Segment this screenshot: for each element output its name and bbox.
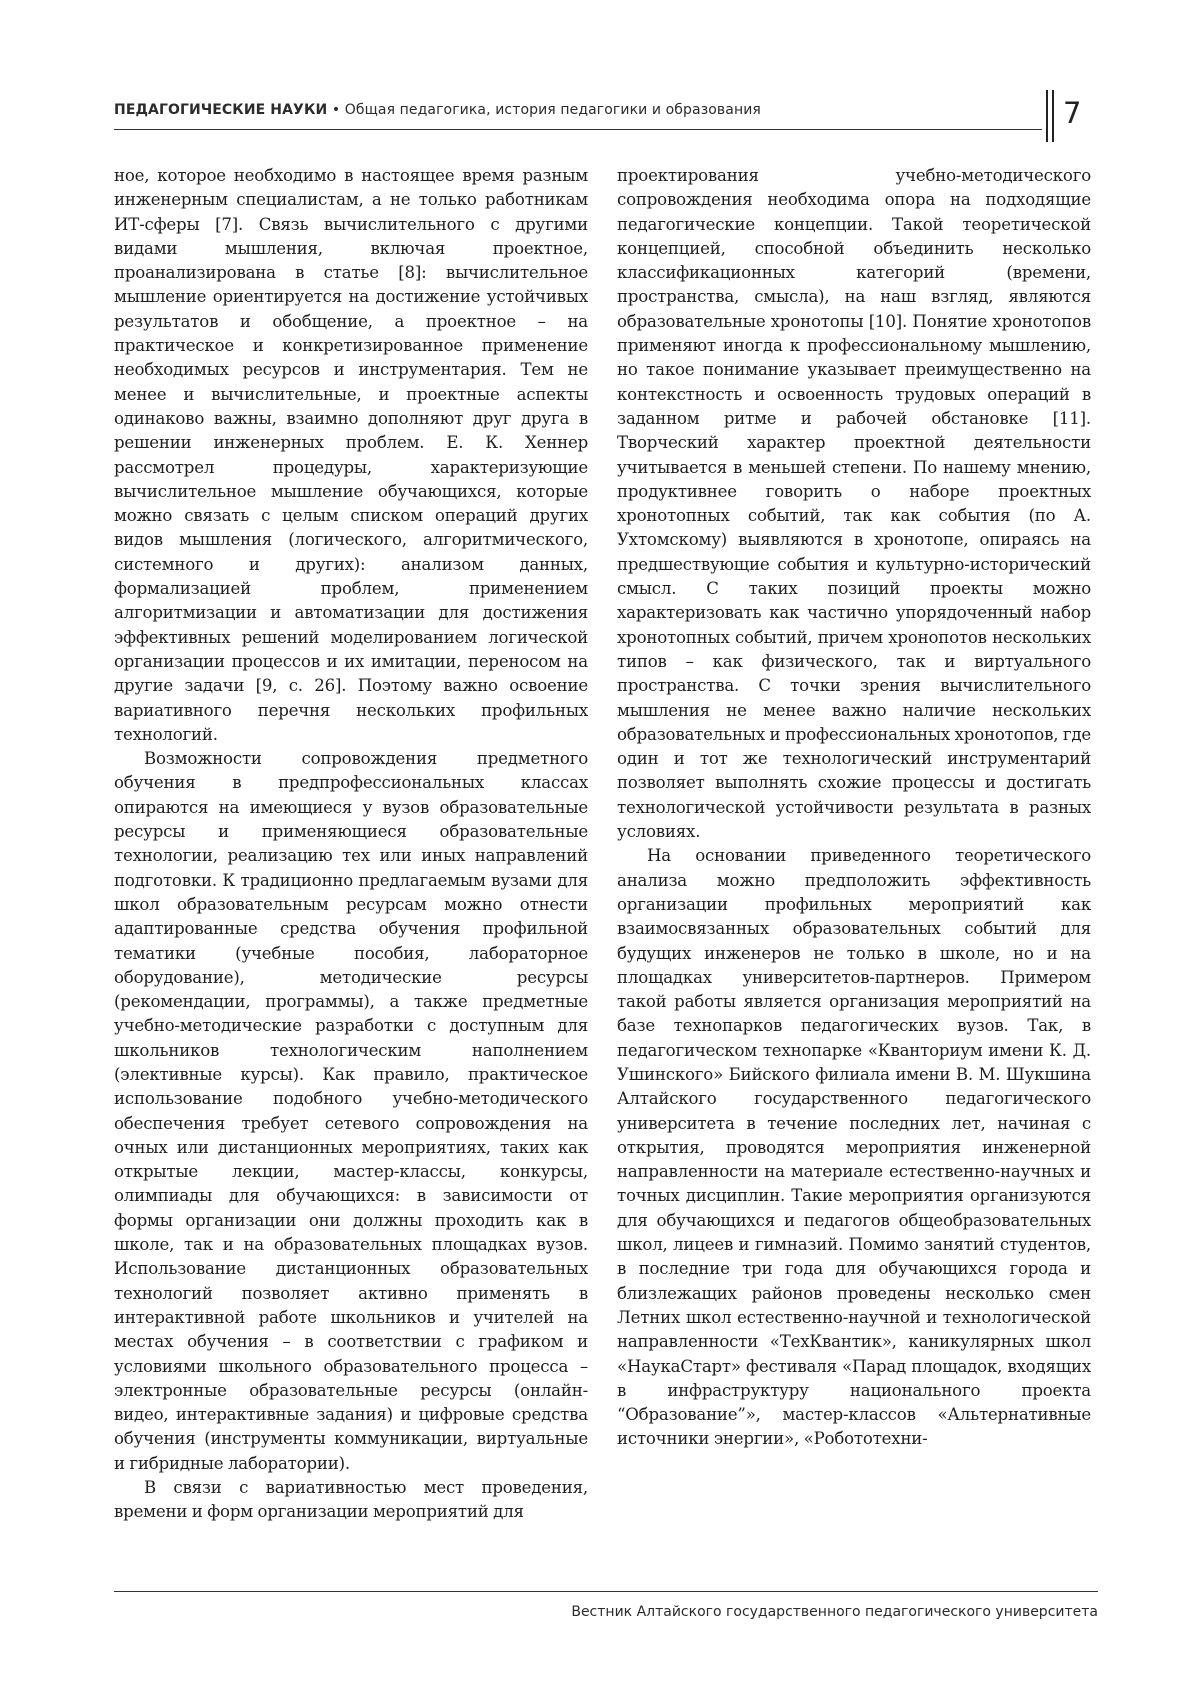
footer-rule <box>114 1591 1098 1592</box>
header-rule <box>114 129 1042 130</box>
footer-journal-title: Вестник Алтайского государственного педагогического университета <box>571 1604 1098 1620</box>
page-number-bar <box>1046 90 1048 142</box>
page-number-bars <box>1046 90 1056 142</box>
right-paragraph-2: На основании приведенного теоретического анализа можно предположить эффективность организации профильных мероприятий как взаимосвязанных образовательных событий для будущих инженеров не только в школе, но и на площадках университетов-партнеров. Примером такой работы является организация мероприятий на базе технопарков педагогических вузов. Так, в педагогическом технопарке «Кванториум имени К. Д. Ушинского» Бийского филиала имени В. М. Шукшина Алтайского государственного педагогического университета в течение последних лет, начиная с открытия, проводятся мероприятия инженерной направленности на материале естественно-научных и точных дисциплин. Такие мероприятия организуются для обучающихся и педагогов общеобразовательных школ, лицеев и гимназий. Помимо занятий студентов, в последние три года для обучающихся города и близлежащих районов проведены несколько смен Летних школ естественно-научной и технологической направленности «ТехКвантик», каникулярных школ «НаукаСтарт» фестиваля «Парад площадок, входящих в инфраструктуру национального проекта “Образование”», мастер-классов «Альтернативные источники энергии», «Робототехни- <box>617 846 1091 1449</box>
header-separator: • <box>327 102 345 118</box>
right-paragraph-1: проектирования учебно-методического сопровождения необходима опора на подходящие педагогические концепции. Такой теоретической концепцией, способной объединить несколько классификационных категорий (времени, пространства, смысла), на наш взгляд, являются образовательные хронотопы [10]. Понятие хронотопов применяют иногда к профессиональному мышлению, но такое понимание указывает преимущественно на контекстность и освоенность трудовых операций в заданном ритме и рабочей обстановке [11]. Творческий характер проектной деятельности учитывается в меньшей степени. По нашему мнению, продуктивнее говорить о наборе проектных хронотопных событий, так как события (по А. Ухтомскому) выявляются в хронотопе, опираясь на предшествующие события и культурно-исторический смысл. С таких позиций проекты можно характеризовать как частично упорядоченный набор хронотопных событий, причем хронопотов нескольких типов – как физического, так и виртуального пространства. С точки зрения вычислительного мышления не менее важно наличие нескольких образовательных и профессиональных хронотопов, где один и тот же технологический инструментарий позволяет выполнять схожие процессы и достигать технологической устойчивости результата в разных условиях. <box>617 166 1091 842</box>
left-column <box>114 164 588 1525</box>
left-paragraph-2: Возможности сопровождения предметного обучения в предпрофессиональных классах опираются на имеющиеся у вузов образовательные ресурсы и применяющиеся образовательные технологии, реализацию тех или иных направлений подготовки. К традиционно предлагаемым вузами для школ образовательным ресурсам можно отнести адаптированные средства обучения профильной тематики (учебные пособия, лабораторное оборудование), методические ресурсы (рекомендации, программы), а также предметные учебно-методические разработки с доступным для школьников технологическим наполнением (элективные курсы). Как правило, практическое использование подобного учебно-методического обеспечения требует сетевого сопровождения на очных или дистанционных мероприятиях, таких как открытые лекции, мастер-классы, конкурсы, олимпиады для обучающихся: в зависимости от формы организации они должны проходить как в школе, так и на образовательных площадках вузов. Использование дистанционных образовательных технологий позволяет активно применять в интерактивной работе школьников и учителей на местах обучения – в соответствии с графиком и условиями школьного образовательного процесса – электронные образовательные ресурсы (онлайн-видео, интерактивные задания) и цифровые средства обучения (инструменты коммуникации, виртуальные и гибридные лаборатории). <box>114 749 588 1473</box>
left-paragraph-3: В связи с вариативностью мест проведения, времени и форм организации мероприятий для <box>114 1478 588 1522</box>
right-column <box>617 164 1091 1452</box>
running-header <box>114 94 1044 128</box>
page-number: 7 <box>1063 96 1082 130</box>
page-number-bar <box>1052 90 1054 142</box>
header-title <box>114 102 761 118</box>
header-section: ПЕДАГОГИЧЕСКИЕ НАУКИ <box>114 102 328 118</box>
left-paragraph-1: ное, которое необходимо в настоящее время разным инженерным специалистам, а не только работникам ИТ-сферы [7]. Связь вычислительного с другими видами мышления, включая проектное, проанализирована в статье [8]: вычислительное мышление ориентируется на достижение устойчивых результатов и обобщение, а проектное – на практическое и конкретизированное применение необходимых ресурсов и инструментария. Тем не менее и вычислительные, и проектные аспекты одинаково важны, взаимно дополняют друг друга в решении инженерных проблем. Е. К. Хеннер рассмотрел процедуры, характеризующие вычислительное мышление обучающихся, которые можно связать с целым списком операций других видов мышления (логического, алгоритмического, системного и других): анализом данных, формализацией проблем, применением алгоритмизации и автоматизации для достижения эффективных решений моделированием логической организации процессов и их имитации, переносом на другие задачи [9, с. 26]. Поэтому важно освоение вариативного перечня нескольких профильных технологий. <box>114 166 588 744</box>
header-subsection: Общая педагогика, история педагогики и образования <box>344 102 761 118</box>
